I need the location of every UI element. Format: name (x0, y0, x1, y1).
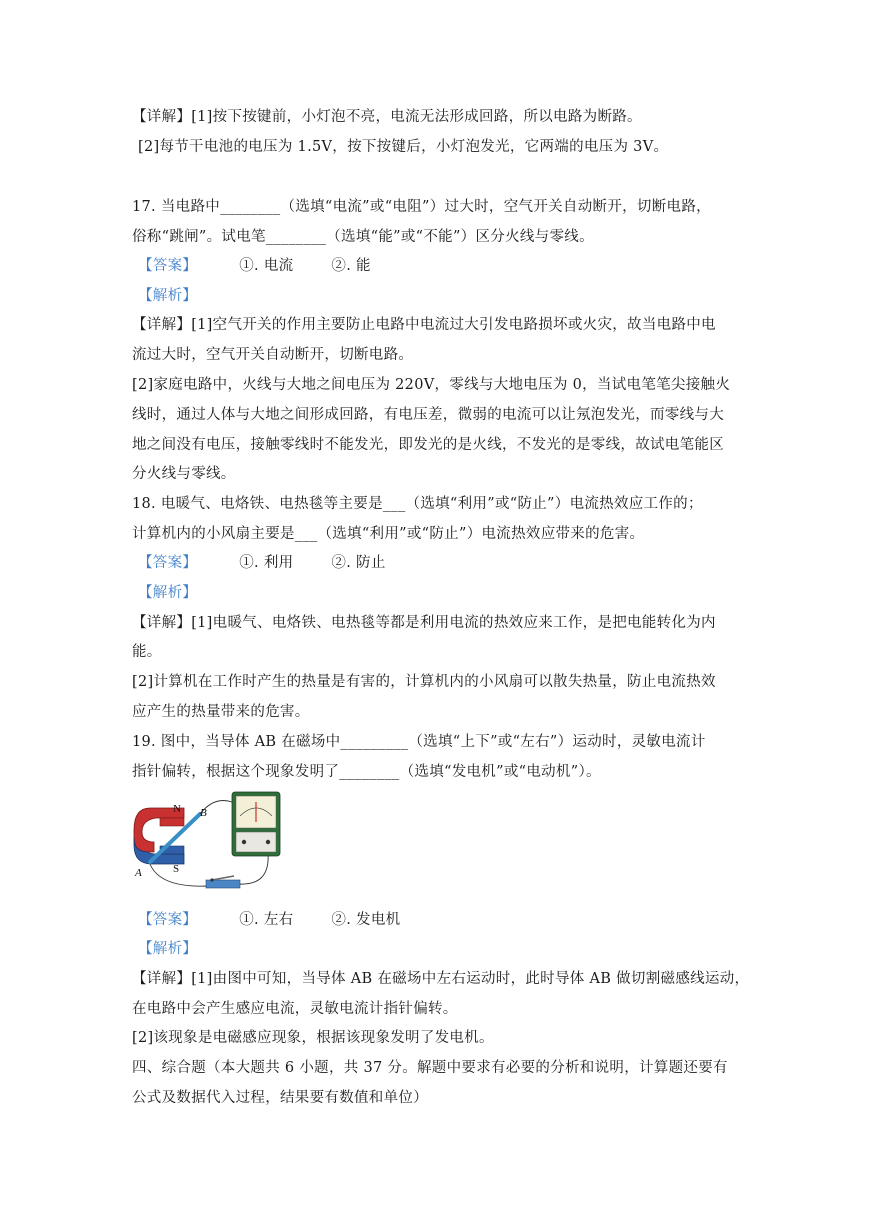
q19-detail-line-2: 在电路中会产生感应电流，灵敏电流计指针偏转。 (132, 1001, 458, 1017)
wire-right (238, 854, 268, 884)
q17-answer (138, 254, 371, 275)
switch-pivot (210, 878, 213, 881)
detail-tag: 【详解】 (132, 317, 192, 333)
q19-answer (138, 908, 400, 929)
label-a: A (135, 867, 142, 879)
q18-answer (138, 551, 386, 572)
section4-heading-line-2: 公式及数据代入过程，结果要有数值和单位） (132, 1090, 428, 1106)
label-s: S (173, 863, 180, 875)
switch-lever (212, 876, 234, 880)
answer-option-1: ①. 利用 (239, 555, 294, 571)
q17-detail-line-5: 地之间没有电压，接触零线时不能发光，即发光的是火线，不发光的是零线，故试电笔能区 (132, 437, 724, 453)
q17-detail-line-1: 【详解】[1]空气开关的作用主要防止电路中电流过大引发电路损坏或火灾，故当电路中电 (132, 317, 716, 333)
answer-option-1: ①. 电流 (239, 258, 294, 274)
q19-detail-line-3: [2]该现象是电磁感应现象，根据该现象发明了发电机。 (132, 1030, 494, 1046)
answer-tag: 【答案】 (138, 555, 198, 571)
answer-tag: 【答案】 (138, 912, 198, 928)
q17-detail-line-2: 流过大时，空气开关自动断开，切断电路。 (132, 347, 414, 363)
q18-stem-line-1: 18. 电暖气、电烙铁、电热毯等主要是___（选填“利用”或“防止”）电流热效应工作的； (132, 496, 703, 512)
q17-detail-line-3: [2]家庭电路中，火线与大地之间电压为 220V，零线与大地电压为 0，当试电笔笔尖接触火 (132, 377, 731, 393)
q19-detail-line-1: 【详解】[1]由图中可知，当导体 AB 在磁场中左右运动时，此时导体 AB 做切割磁感线运动， (132, 971, 750, 987)
terminal-right (266, 840, 270, 844)
q18-detail-line-4: 应产生的热量带来的危害。 (132, 704, 310, 720)
q18-detail-line-1: 【详解】[1]电暖气、电烙铁、电热毯等都是利用电流的热效应来工作，是把电能转化为内 (132, 615, 716, 631)
q17-detail-line-6: 分火线与零线。 (132, 466, 236, 482)
section4-heading-line-1: 四、综合题（本大题共 6 小题，共 37 分。解题中要求有必要的分析和说明，计算题还要有 (132, 1060, 728, 1076)
answer-option-2: ②. 防止 (331, 555, 386, 571)
q18-detail-line-3: [2]计算机在工作时产生的热量是有害的，计算机内的小风扇可以散失热量，防止电流热效 (132, 674, 716, 690)
electromagnetic-induction-figure (132, 790, 287, 897)
answer-tag: 【答案】 (138, 258, 198, 274)
prev-detail-line-1: 【详解】[1]按下按键前，小灯泡不亮，电流无法形成回路，所以电路为断路。 (132, 109, 642, 125)
q17-detail-line-4: 线时，通过人体与大地之间形成回路，有电压差，微弱的电流可以让氖泡发光，而零线与大 (132, 407, 724, 423)
q17-stem-line-1: 17. 当电路中________（选填“电流”或“电阻”）过大时，空气开关自动断开，切断电路， (132, 199, 711, 215)
q18-stem-line-2: 计算机内的小风扇主要是___（选填“利用”或“防止”）电流热效应带来的危害。 (132, 526, 645, 542)
q19-analysis-tag: 【解析】 (138, 941, 198, 957)
q17-stem-line-2: 俗称“跳闸”。试电笔________（选填“能”或“不能”）区分火线与零线。 (132, 229, 594, 245)
q19-stem-line-1: 19. 图中，当导体 AB 在磁场中_________（选填“上下”或“左右”）运动时，灵敏电流计 (132, 734, 706, 750)
q19-stem-line-2: 指针偏转，根据这个现象发明了________（选填“发电机”或“电动机”）。 (132, 764, 601, 780)
prev-detail-line-2: [2]每节干电池的电压为 1.5V，按下按键后，小灯泡发光，它两端的电压为 3V。 (138, 139, 669, 155)
detail-tag: 【详解】 (132, 971, 192, 987)
answer-option-2: ②. 发电机 (331, 912, 401, 928)
q18-detail-line-2: 能。 (132, 644, 162, 660)
label-b: B (200, 807, 207, 819)
detail-tag: 【详解】 (132, 109, 192, 125)
detail-tag: 【详解】 (132, 615, 192, 631)
magnet-n-pole (160, 818, 184, 826)
terminal-left (242, 840, 246, 844)
q17-analysis-tag: 【解析】 (138, 288, 198, 304)
answer-option-2: ②. 能 (331, 258, 371, 274)
answer-option-1: ①. 左右 (239, 912, 294, 928)
q18-analysis-tag: 【解析】 (138, 585, 198, 601)
label-n: N (173, 803, 181, 815)
